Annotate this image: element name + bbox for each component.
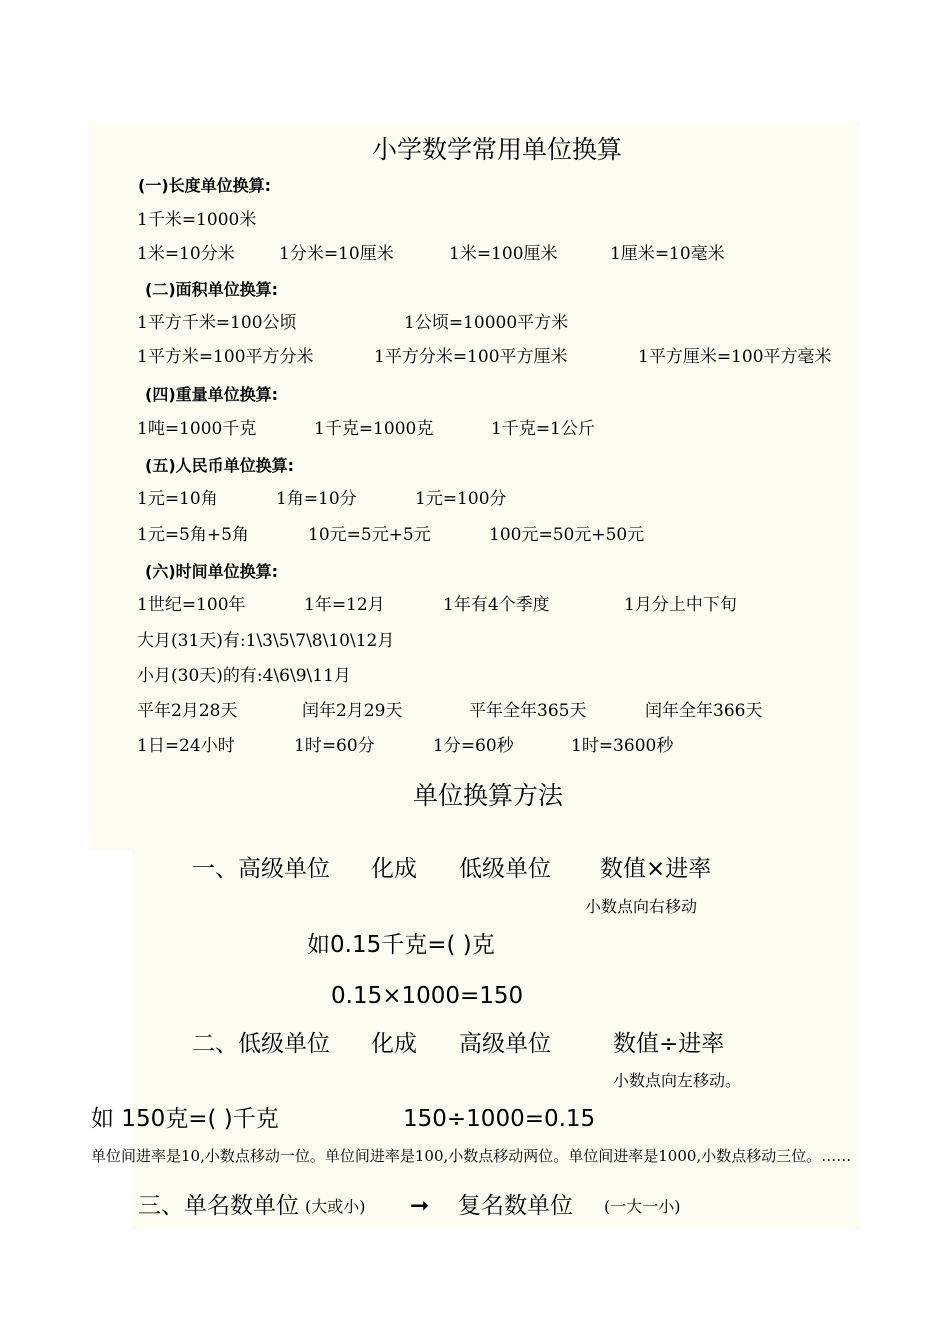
length-item-2: 1分米=10厘米 (279, 244, 394, 264)
weight-item-3: 1千克=1公斤 (491, 419, 595, 439)
rmb-item-4: 1元=5角+5角 (137, 525, 249, 545)
time-item-4: 1月分上中下旬 (624, 595, 737, 615)
time-item-8: 闰年全年366天 (645, 701, 763, 721)
time-item-12: 1时=3600秒 (571, 736, 674, 756)
section-length-heading: (一)长度单位换算: (138, 176, 272, 195)
length-item-1: 1米=10分米 (137, 244, 235, 264)
time-item-9: 1日=24小时 (137, 736, 235, 756)
rule1-part-1: 一、高级单位 (192, 856, 330, 882)
rmb-item-5: 10元=5元+5元 (308, 525, 431, 545)
length-item-4: 1厘米=10毫米 (610, 244, 725, 264)
rule3-part-1: 三、单名数单位 (138, 1193, 299, 1219)
section-time-heading: (六)时间单位换算: (145, 562, 279, 581)
section-weight-heading: (四)重量单位换算: (145, 385, 279, 404)
length-item-3: 1米=100厘米 (449, 244, 558, 264)
rule2-part-4: 数值÷进率 (613, 1031, 725, 1057)
area-item-5: 1平方厘米=100平方毫米 (638, 347, 832, 367)
length-line-1: 1千米=1000米 (137, 210, 257, 230)
rmb-item-6: 100元=50元+50元 (489, 525, 645, 545)
example1-calc: 0.15×1000=150 (331, 983, 524, 1009)
example2-calc: 150÷1000=0.15 (403, 1106, 596, 1132)
time-item-10: 1时=60分 (294, 736, 375, 756)
example2: 如 150克=( )千克 (91, 1106, 279, 1132)
example1: 如0.15千克=( )克 (307, 932, 495, 958)
area-item-4: 1平方分米=100平方厘米 (374, 347, 568, 367)
rule3-part-1-note: (大或小) (305, 1197, 366, 1216)
weight-item-1: 1吨=1000千克 (137, 419, 257, 439)
section-area-heading: (二)面积单位换算: (145, 280, 279, 299)
time-item-3: 1年有4个季度 (443, 595, 550, 615)
rule1-note: 小数点向右移动 (585, 897, 698, 916)
time-item-11: 1分=60秒 (433, 736, 514, 756)
section-rmb-heading: (五)人民币单位换算: (145, 456, 295, 475)
rule1-part-4: 数值×进率 (600, 856, 712, 882)
time-item-1: 1世纪=100年 (137, 595, 246, 615)
rule2-part-1: 二、低级单位 (192, 1031, 330, 1057)
time-big-months: 大月(31天)有:1\3\5\7\8\10\12月 (137, 631, 395, 651)
weight-item-2: 1千克=1000克 (314, 419, 434, 439)
area-item-2: 1公顷=10000平方米 (404, 313, 569, 333)
rmb-item-1: 1元=10角 (137, 489, 218, 509)
time-item-6: 闰年2月29天 (302, 701, 403, 721)
rule3-part-2: 复名数单位 (458, 1193, 573, 1219)
rule1-part-2: 化成 (371, 856, 417, 882)
rule1-part-3: 低级单位 (459, 856, 551, 882)
area-item-3: 1平方米=100平方分米 (137, 347, 314, 367)
page-title: 小学数学常用单位换算 (372, 135, 623, 164)
time-item-2: 1年=12月 (304, 595, 385, 615)
rule2-note: 小数点向左移动。 (613, 1071, 742, 1090)
time-item-5: 平年2月28天 (137, 701, 238, 721)
method-title: 单位换算方法 (413, 781, 564, 810)
rule3-part-2-note: (一大一小) (604, 1197, 681, 1216)
rate-explanation: 单位间进率是10,小数点移动一位。单位间进率是100,小数点移动两位。单位间进率是1000,小数点移动三位。…… (91, 1147, 852, 1165)
rmb-item-3: 1元=100分 (415, 489, 507, 509)
rule2-part-2: 化成 (371, 1031, 417, 1057)
rmb-item-2: 1角=10分 (276, 489, 357, 509)
time-item-7: 平年全年365天 (469, 701, 587, 721)
time-small-months: 小月(30天)的有:4\6\9\11月 (137, 666, 351, 686)
rule2-part-3: 高级单位 (459, 1031, 551, 1057)
arrow-right-icon: ➞ (410, 1193, 430, 1219)
area-item-1: 1平方千米=100公顷 (137, 313, 297, 333)
